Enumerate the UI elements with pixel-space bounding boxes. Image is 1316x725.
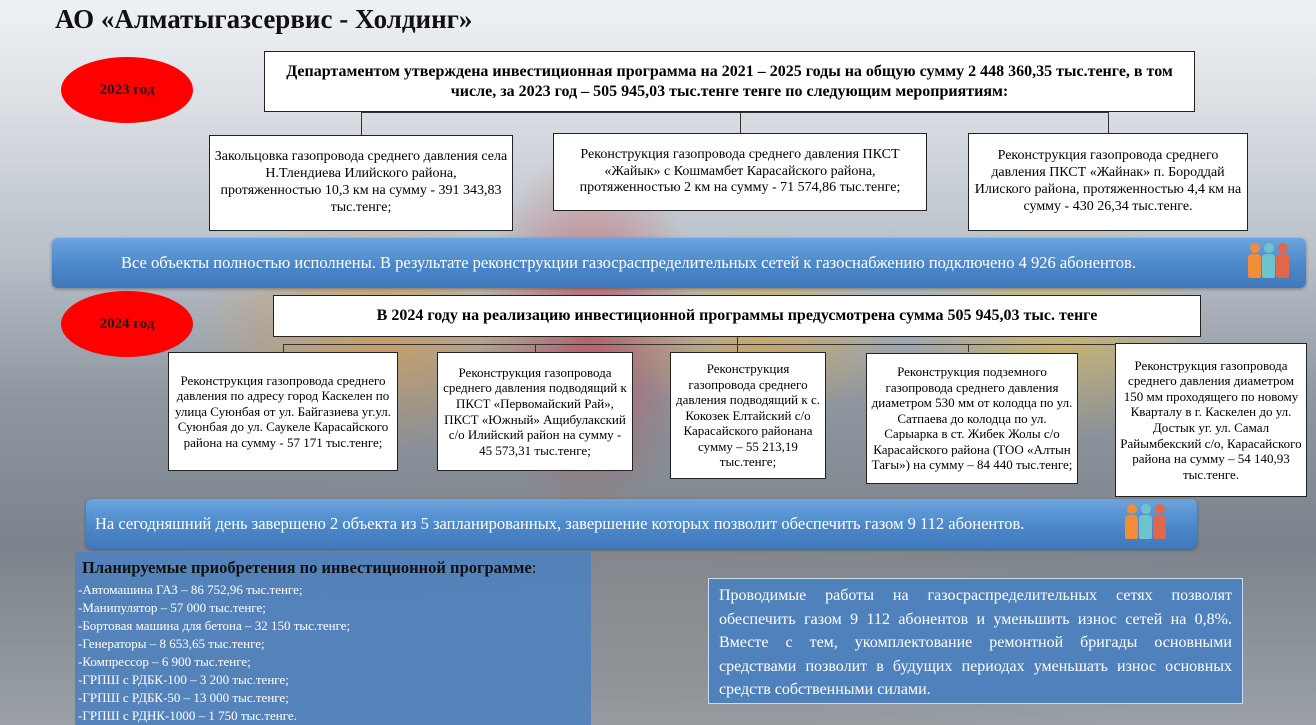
connector-line — [361, 112, 362, 135]
result-2024-text: На сегодняшний день завершено 2 объекта из 5 запланированных, завершение которых позволит обеспечить газом 9 112 абонентов. — [95, 514, 1025, 533]
project-2024-card-2: Реконструкция газопровода среднего давления подводящий к ПКСТ «Первомайский Рай», ПКСТ «Южный» Ащибулакский с/о Илийский район на сумму - 45 573,31 тыс.тенге; — [437, 352, 633, 471]
people-group-icon — [1125, 504, 1166, 539]
connector-line — [283, 344, 1231, 345]
project-2024-card-5: Реконструкция газопровода среднего давления диаметром 150 мм проходящего по новому Кварталу в г. Каскелен до ул. Достык уг. ул. Самал Райымбекский с/о, Карасайского района на сумму – 54 140,93 тыс.тенге. — [1115, 343, 1307, 497]
project-2024-card-3: Реконструкция газопровода среднего давления подводящий к с. Кокозек Елтайский с/о Карасайского районана сумму – 55 213,19 тыс.тенге; — [670, 352, 826, 479]
purchase-item: -ГРПШ с РДНК-1000 – 1 750 тыс.тенге. — [78, 708, 297, 723]
page-title: АО «Алматыгазсервис - Холдинг» — [55, 4, 473, 34]
purchase-item: -ГРПШ с РДБК-100 – 3 200 тыс.тенге; — [78, 672, 289, 687]
project-2024-card-4: Реконструкция подземного газопровода среднего давления диаметром 530 мм от колодца по ул. Сатпаева до колодца по ул. Сарыарка в ст. Жибек Жолы с/о Карасайского района (ТОО «Алтын Тағы») на сумму – 84 440 тыс.тенге; — [866, 353, 1078, 484]
people-group-icon — [1248, 243, 1289, 278]
purchases-heading: Планируемые приобретения по инвестиционной программе: — [82, 558, 537, 577]
purchases-panel — [75, 552, 591, 725]
purchase-item: -Компрессор – 6 900 тыс.тенге; — [78, 654, 251, 669]
project-2023-card-2: Реконструкция газопровода среднего давления ПКСТ «Жайык» с Кошмамбет Карасайского района, протяженностью 2 км на сумму - 71 574,86 тыс.тенге; — [553, 133, 927, 211]
program-2024-header: В 2024 году на реализацию инвестиционной программы предусмотрена сумма 505 945,03 тыс. тенге — [273, 295, 1201, 337]
year-2024-badge: 2024 год — [61, 291, 193, 357]
connector-line — [737, 337, 738, 352]
purchase-item: -Бортовая машина для бетона – 32 150 тыс.тенге; — [78, 618, 351, 633]
result-2023-banner — [52, 238, 1306, 288]
project-2024-card-1: Реконструкция газопровода среднего давления по адресу город Каскелен по улица Суюнбая от ул. Байгазиева уг.ул. Суюнбая до ул. Саукеле Карасайского района на сумму - 57 171 тыс.тенге; — [168, 352, 398, 471]
connector-line — [283, 344, 284, 352]
purchase-item: -Генераторы – 8 653,65 тыс.тенге; — [78, 636, 265, 651]
connector-line — [968, 344, 969, 352]
project-2023-card-3: Реконструкция газопровода среднего давления ПКСТ «Жайнак» п. Бороддай Илиского района, протяженностью 4,4 км на сумму - 430 26,34 тыс.тенге. — [968, 133, 1248, 231]
connector-line — [740, 112, 741, 133]
year-2023-badge: 2023 год — [61, 57, 193, 123]
connector-line — [1108, 112, 1109, 133]
program-2023-header: Департаментом утверждена инвестиционная программа на 2021 – 2025 годы на общую сумму 2 448 360,35 тыс.тенге, в том числе, за 2023 год – 505 945,03 тыс.тенге тенге по следующим мероприятиям: — [264, 51, 1195, 112]
connector-line — [535, 344, 536, 352]
result-2024-banner — [86, 499, 1197, 549]
result-2023-text: Все объекты полностью исполнены. В результате реконструкции газосраспределительных сетей к газоснабжению подключено 4 926 абонентов. — [121, 253, 1136, 272]
purchase-item: -Манипулятор – 57 000 тыс.тенге; — [78, 600, 266, 615]
summary-panel: Проводимые работы на газосраспределительных сетях позволят обеспечить газом 9 112 абонентов и уменьшить износ сетей на 0,8%. Вместе с тем, укомплектование ремонтной бригады основными средствами позволит в будущих периодах уменьшать износ основных средств собственными силами. — [708, 578, 1243, 704]
connector-line — [361, 112, 1109, 113]
purchase-item: -Автомашина ГАЗ – 86 752,96 тыс.тенге; — [78, 582, 303, 597]
purchase-item: -ГРПШ с РДБК-50 – 13 000 тыс.тенге; — [78, 690, 289, 705]
project-2023-card-1: Закольцовка газопровода среднего давления села Н.Тлендиева Илийского района, протяженностью 10,3 км на сумму - 391 343,83 тыс.тенге; — [209, 135, 513, 231]
